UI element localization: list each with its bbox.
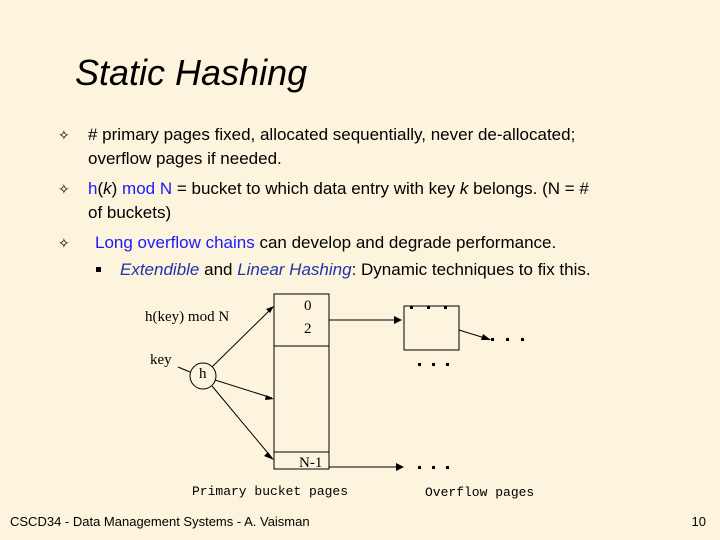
key-arrow	[178, 367, 190, 372]
bullet1-line1: # primary pages fixed, allocated sequentially, never de-allocated;	[88, 125, 576, 144]
arrowhead	[265, 395, 274, 400]
paren-close: )	[111, 179, 118, 198]
page-number: 10	[691, 514, 706, 529]
hash-h: h	[88, 179, 98, 198]
arrowhead	[266, 306, 274, 313]
bullet1-line2: overflow pages if needed.	[88, 149, 282, 168]
bucket-2-label: 2	[304, 321, 312, 337]
ellipsis-dots	[410, 306, 524, 469]
overflow-page	[404, 306, 459, 350]
paren-open: (	[97, 179, 104, 198]
bullet2-rest: = bucket to which data entry with key	[172, 179, 460, 198]
bullet3-highlight: Long overflow chains	[95, 233, 260, 252]
arrowhead	[394, 316, 402, 324]
hash-k: k	[103, 179, 112, 198]
extendible-text: Extendible	[120, 260, 200, 279]
mod-n: mod N	[117, 179, 173, 198]
footer-course: CSCD34 - Data Management Systems - A. Vaisman	[10, 514, 310, 529]
diamond-bullet-icon: ✧	[58, 182, 70, 198]
diamond-bullet-icon: ✧	[58, 236, 70, 252]
slide-title: Static Hashing	[75, 52, 308, 93]
linear-hashing-text: Linear Hashing	[237, 260, 352, 279]
arrowhead	[481, 334, 491, 340]
and-text: and	[199, 260, 238, 279]
arrowhead	[396, 463, 404, 471]
bucket-n1-label: N-1	[299, 455, 323, 471]
arrowhead	[264, 452, 274, 460]
h-label: h	[199, 366, 207, 382]
arrow-to-bucket-mid	[215, 380, 272, 398]
diamond-bullet-icon: ✧	[58, 128, 70, 144]
hash-expression-label: h(key) mod N	[145, 309, 230, 325]
overflow-pages-caption: Overflow pages	[425, 485, 535, 500]
bullet3-rest: can develop and degrade performance.	[259, 233, 557, 252]
primary-bucket-column	[274, 294, 329, 469]
bucket-0-label: 0	[304, 298, 312, 314]
bullet2-line2: of buckets)	[88, 203, 172, 222]
sub-rest: : Dynamic techniques to fix this.	[351, 260, 591, 279]
primary-bucket-caption: Primary bucket pages	[192, 484, 349, 499]
arrow-to-bucket-n1	[212, 386, 272, 458]
bullet2-k: k	[459, 179, 469, 198]
bullet2-rest2: belongs. (N = #	[468, 179, 589, 198]
key-label: key	[150, 352, 172, 368]
